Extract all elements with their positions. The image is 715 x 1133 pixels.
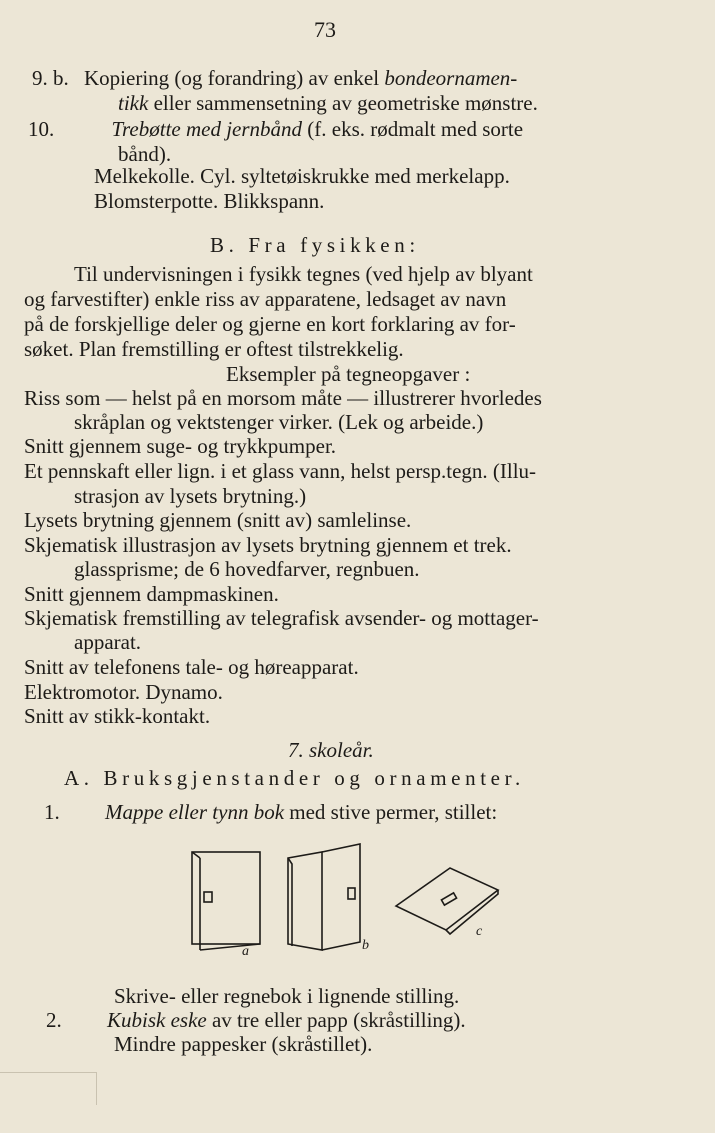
example-line: Lysets brytning gjennem (snitt av) samlelinse. [24,508,412,532]
text-line: Melkekolle. Cyl. syltetøiskrukke med merkelapp. [94,164,510,188]
folder-a-edge [192,852,200,858]
paragraph-line: søket. Plan fremstilling er oftest tilstrekkelig. [24,337,404,361]
text-line: Skrive- eller regnebok i lignende stilling. [114,984,460,1008]
folder-b-left-cover [288,852,322,950]
example-line: skråplan og vektstenger virker. (Lek og arbeide.) [74,410,484,434]
example-line: Snitt gjennem suge- og trykkpumper. [24,434,337,458]
item-number: 10. [28,117,55,141]
example-line: Snitt gjennem dampmaskinen. [24,582,279,606]
item-italic: Kubisk eske [107,1008,207,1032]
paragraph-line: og farvestifter) enkle riss av apparatene, ledsaget av navn [24,287,507,311]
example-line: apparat. [74,630,142,654]
item-italic: tikk [118,91,149,115]
list-item-2 [46,1008,466,1032]
figure-label-b: b [362,938,369,953]
item-number: 2. [46,1008,62,1032]
list-item-9b [32,66,517,90]
example-line: Elektromotor. Dynamo. [24,680,223,704]
folder-illustration [180,838,520,966]
figure-label-a: a [242,944,249,959]
item-text: av tre eller papp (skråstilling). [206,1008,466,1032]
item-text: med stive permer, stillet: [284,800,498,824]
folder-c-cover [396,868,498,930]
paragraph-line: Til undervisningen i fysikk tegnes (ved hjelp av blyant [74,262,533,286]
item-text: eller sammensetning av geometriske mønstre. [148,91,538,115]
section-heading-b: B. Fra fysikken: [210,233,420,257]
example-line: Skjematisk illustrasjon av lysets brytning gjennem et trek. [24,533,512,557]
figure-label-c: c [476,924,483,939]
item-text: Kopiering (og forandring) av enkel [84,66,385,90]
example-line: Et pennskaft eller lign. i et glass vann, helst persp.tegn. (Illu- [24,459,537,483]
item-number: 9. b. [32,66,69,90]
folder-a-front [192,852,260,944]
example-line: strasjon av lysets brytning.) [74,484,307,508]
example-line: glassprisme; de 6 hovedfarver, regnbuen. [74,557,420,581]
folder-a-bottom [200,944,260,950]
text-line: Mindre pappesker (skråstillet). [114,1032,373,1056]
example-line: Skjematisk fremstilling av telegrafisk avsender- og mottager- [24,606,539,630]
item-italic: Trebøtte med jernbånd [111,117,303,141]
item-italic: bondeornamen- [384,66,518,90]
list-item-9b-cont [118,91,538,115]
folder-a-label [204,892,212,902]
item-text: (f. eks. rødmalt med sorte [302,117,524,141]
item-number: 1. [44,800,60,824]
example-line: Snitt av stikk-kontakt. [24,704,211,728]
page-number: 73 [314,17,336,42]
paragraph-line: på de forskjellige deler og gjerne en kort forklaring av for- [24,312,516,336]
folder-c-label [441,893,456,905]
example-line: Snitt av telefonens tale- og høreapparat. [24,655,359,679]
item-italic: Mappe eller tynn bok [105,800,285,824]
list-item-1 [44,800,497,824]
folder-b-label [348,888,355,899]
page-edge-mark [0,1072,97,1105]
list-item-10-cont: bånd). [118,142,172,166]
section-heading-a: A. Bruksgjenstander og ornamenter. [64,766,525,790]
folder-drawings-svg [180,838,520,966]
list-item-10 [28,117,523,141]
year-heading: 7. skoleår. [288,738,374,762]
examples-label: Eksempler på tegneopgaver : [226,362,471,386]
example-line: Riss som — helst på en morsom måte — illustrerer hvorledes [24,386,542,410]
text-line: Blomsterpotte. Blikkspann. [94,189,325,213]
